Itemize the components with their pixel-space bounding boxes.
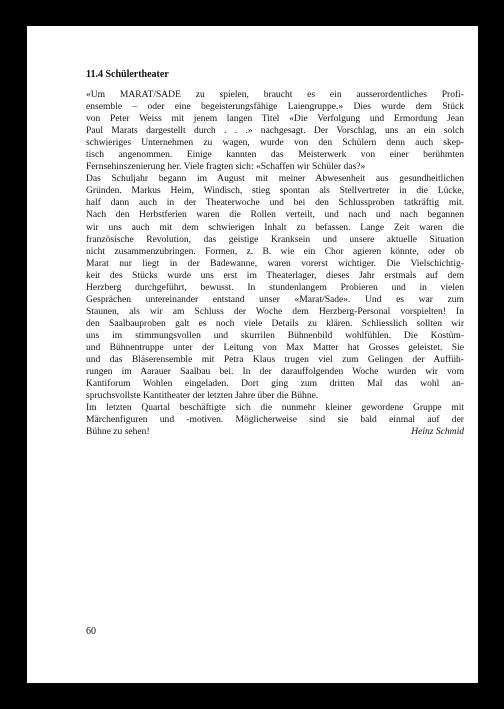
document-page: [27, 26, 478, 683]
text-line: und das Bläserensemble mit Petra Klaus trugen viel zum Gelingen der Auffüh-: [86, 354, 464, 366]
text-line: schwieriges Unternehmen zu wagen, wurde von den Schülern denn auch skep-: [86, 137, 464, 149]
text-line: half dann auch in der Theaterwoche und bei den Schlussproben tatkräftig mit.: [86, 197, 464, 209]
closing-text: Bühne zu sehen!: [86, 426, 150, 438]
text-line: wir uns auch mit dem schwierigen Inhalt zu befassen. Lange Zeit waren die: [86, 221, 464, 233]
article: [86, 69, 464, 438]
text-line: französische Revolution, das geistige Kranksein und unsere aktuelle Situation: [86, 233, 464, 245]
text-line: den Saalbauproben galt es noch viele Details zu klären. Schliesslich sollten wir: [86, 317, 464, 329]
article-body: [86, 89, 464, 426]
text-line: tisch angenommen. Einige kannten das Meisterwerk von einer berühmten: [86, 149, 464, 161]
text-line: Staunen, als wir am Schluss der Woche dem Herzberg-Personal vorspielten! In: [86, 305, 464, 317]
text-line: Märchenfiguren und -motiven. Möglicherweise sind sie bald einmal auf der: [86, 414, 464, 426]
closing-line: [86, 426, 464, 438]
text-line: und Bühnentruppe unter der Leitung von Max Matter hat Grosses geleistet. Sie: [86, 341, 464, 353]
text-line: «Um MARAT/SADE zu spielen, braucht es ein ausserordentliches Profi-: [86, 89, 464, 100]
text-line: Nach den Herbstferien waren die Rollen verteilt, und nach und nach begannen: [86, 209, 464, 221]
text-line: uns im stimmungsvollen und skurrilen Bühnenbild wohlfühlen. Die Kostüm-: [86, 329, 464, 341]
text-line: Marat nur liegt in der Badewanne, waren vorerst wichtiger. Die Vielschichtig-: [86, 257, 464, 269]
text-line: Gründen. Markus Heim, Windisch, stieg spontan als Stellvertreter in die Lücke,: [86, 185, 464, 197]
text-line: Das Schuljahr begann im August mit meiner Abwesenheit aus gesundheitlichen: [86, 173, 464, 185]
text-line: Paul Marats dargestellt durch . . .» nachgesagt. Der Vorschlag, uns an ein solch: [86, 125, 464, 137]
text-line: rungen im Aarauer Saalbau bei. In der darauffolgenden Woche wurden wir vom: [86, 366, 464, 378]
text-line: von Peter Weiss mit jenem langen Titel «Die Verfolgung und Ermordung Jean: [86, 113, 464, 125]
text-line: Herzberg durchgeführt, bewusst. In stundenlangem Probieren und in vielen: [86, 281, 464, 293]
text-line: spruchsvollste Kantitheater der letzten Jahre über die Bühne.: [86, 390, 319, 402]
text-line: Kantiforum Wohlen eingeladen. Dort ging zum dritten Mal das wohl an-: [86, 378, 464, 390]
text-line: Gesprächen untereinander entstand unser «Marat/Sade». Und es war zum: [86, 293, 464, 305]
text-line: Im letzten Quartal beschäftigte sich die nunmehr kleiner gewordene Gruppe mit: [86, 402, 464, 414]
text-line: nicht zusammenzubringen. Formen, z. B. wie ein Chor agieren könnte, oder ob: [86, 245, 464, 257]
text-line: Fernsehinszenierung her. Viele fragten sich: «Schaffen wir Schüler das?»: [86, 161, 366, 173]
section-heading: 11.4 Schülertheater: [86, 69, 169, 80]
author-signature: Heinz Schmid: [411, 426, 464, 438]
text-line: keit des Stücks wurde uns erst im Theaterlager, dieses Jahr erstmals auf dem: [86, 269, 464, 281]
text-line: ensemble – oder eine begeisterungsfähige Laiengruppe.» Dies wurde dem Stück: [86, 101, 464, 113]
page-number: 60: [86, 626, 96, 637]
